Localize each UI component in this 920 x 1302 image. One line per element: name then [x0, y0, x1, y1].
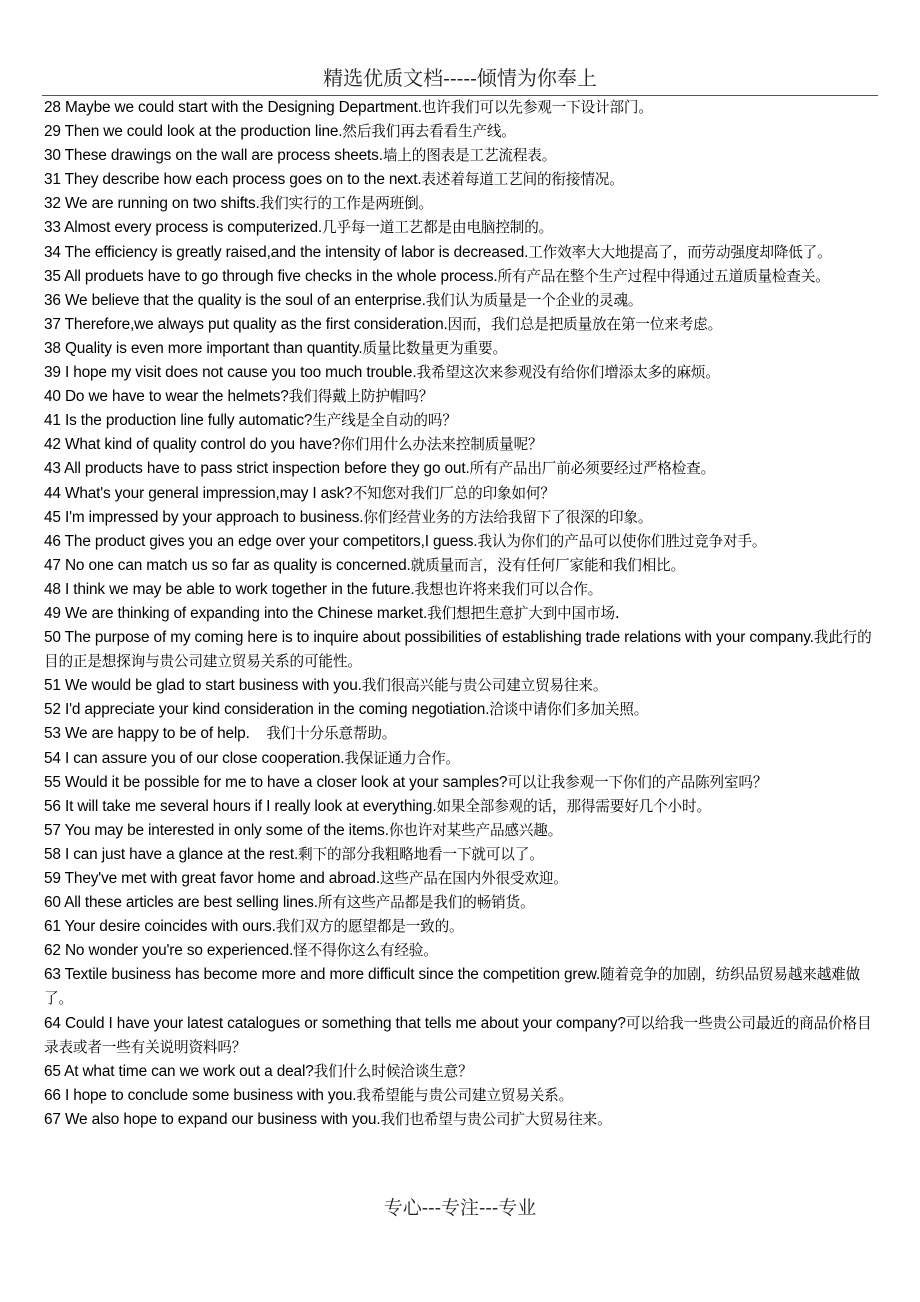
sentence-chinese: 也许我们可以先参观一下设计部门。	[421, 99, 653, 116]
sentence-line	[44, 168, 880, 192]
sentence-english: 55 Would it be possible for me to have a closer look at your samples?	[44, 773, 508, 791]
sentence-line	[44, 96, 880, 120]
sentence-line	[44, 265, 880, 289]
sentence-line	[44, 433, 880, 457]
sentence-english: 46 The product gives you an edge over your competitors,I guess.	[44, 532, 478, 550]
sentence-chinese: 我此行的目的正是想探询与贵公司建立贸易关系的可能性。	[44, 629, 872, 671]
sentence-chinese: 我希望这次来参观没有给你们增添太多的麻烦。	[416, 364, 720, 382]
sentence-english: 35 All produets have to go through five checks in the whole process.	[44, 267, 498, 285]
sentence-line	[44, 1012, 880, 1060]
sentence-english: 31 They describe how each process goes on to the next.	[44, 171, 422, 189]
sentence-line	[44, 795, 880, 819]
sentence-chinese: 墙上的图表是工艺流程表。	[382, 147, 557, 165]
sentence-line	[44, 698, 880, 722]
sentence-english: 67 We also hope to expand our business with you.	[44, 1110, 381, 1128]
sentence-line	[44, 602, 880, 626]
sentence-english: 66 I hope to conclude some business with you.	[44, 1086, 357, 1104]
sentence-english: 41 Is the production line fully automatic?	[44, 412, 313, 430]
sentence-english: 45 I'm impressed by your approach to business.	[44, 508, 364, 526]
sentence-english: 43 All products have to pass strict inspection before they go out.	[44, 460, 470, 478]
sentence-chinese: 所有产品出厂前必须要经过严格检查。	[469, 460, 716, 478]
sentence-line	[44, 674, 880, 698]
sentence-line	[44, 1108, 880, 1132]
sentence-english: 56 It will take me several hours if I really look at everything.	[44, 797, 437, 815]
sentence-chinese: 可以让我参观一下你们的产品陈列室吗？	[507, 773, 768, 791]
sentence-line	[44, 457, 880, 481]
sentence-line	[44, 1084, 880, 1108]
sentence-chinese: 如果全部参观的话，那得需要好几个小时。	[436, 797, 711, 815]
sentence-line	[44, 337, 880, 361]
sentence-english: 61 Your desire coincides with ours.	[44, 918, 276, 936]
sentence-english: 52 I'd appreciate your kind consideration in the coming negotiation.	[44, 701, 490, 719]
sentence-chinese: 你们经营业务的方法给我留下了很深的印象。	[363, 508, 653, 526]
sentence-english: 29 Then we could look at the production line.	[44, 123, 343, 141]
sentence-line	[44, 771, 880, 795]
sentence-chinese: 你也许对某些产品感兴趣。	[388, 821, 563, 839]
sentence-line	[44, 241, 880, 265]
sentence-chinese: 随着竞争的加剧，纺织品贸易越来越难做了。	[44, 966, 861, 1008]
sentence-line	[44, 1060, 880, 1084]
sentence-chinese: 我想也许将来我们可以合作。	[414, 580, 603, 598]
sentence-english: 47 No one can match us so far as quality is concerned.	[44, 556, 411, 574]
sentence-chinese: 我们很高兴能与贵公司建立贸易往来。	[361, 677, 608, 695]
sentence-line	[44, 747, 880, 771]
sentence-chinese: 我们实行的工作是两班倒。	[259, 195, 433, 213]
sentence-line	[44, 313, 880, 337]
sentence-line	[44, 506, 880, 530]
sentence-line	[44, 482, 880, 506]
sentence-chinese: 我们十分乐意帮助。	[266, 725, 397, 743]
sentence-english: 39 I hope my visit does not cause you too much trouble.	[44, 364, 417, 382]
sentence-line	[44, 216, 880, 240]
sentence-english: 60 All these articles are best selling lines.	[44, 894, 318, 912]
sentence-line	[44, 819, 880, 843]
sentence-english: 40 Do we have to wear the helmets?	[44, 388, 289, 406]
sentence-english: 49 We are thinking of expanding into the Chinese market.	[44, 604, 428, 622]
sentence-chinese: 怪不得你这么有经验。	[293, 942, 438, 960]
sentence-chinese: 我们也希望与贵公司扩大贸易往来。	[380, 1110, 612, 1128]
sentence-chinese: 表述着每道工艺间的衔接情况。	[421, 171, 624, 189]
sentence-line	[44, 144, 880, 168]
sentence-line	[44, 409, 880, 433]
sentence-english: 59 They've met with great favor home and abroad.	[44, 870, 380, 887]
sentence-line	[44, 843, 880, 867]
sentence-line	[44, 385, 880, 409]
sentence-line	[44, 963, 880, 1011]
sentence-chinese: 这些产品在国内外很受欢迎。	[379, 870, 568, 887]
sentence-chinese: 我认为你们的产品可以使你们胜过竞争对手。	[477, 532, 767, 550]
sentence-english: 65 At what time can we work out a deal?	[44, 1062, 314, 1080]
sentence-line	[44, 915, 880, 939]
sentence-english: 57 You may be interested in only some of the items.	[44, 821, 389, 839]
sentence-english: 34 The efficiency is greatly raised,and the intensity of labor is decreased.	[44, 243, 529, 261]
sentence-line	[44, 554, 880, 578]
sentence-line	[44, 867, 880, 891]
sentence-line	[44, 891, 880, 915]
sentence-line	[44, 289, 880, 313]
sentence-chinese: 工作效率大大地提高了，而劳动强度却降低了。	[528, 243, 832, 261]
sentence-chinese: 我们认为质量是一个企业的灵魂。	[425, 291, 643, 309]
sentence-chinese: 因而，我们总是把质量放在第一位来考虑。	[447, 315, 723, 333]
sentence-english: 63 Textile business has become more and more difficult since the competition grew.	[44, 966, 601, 984]
sentence-chinese: 我们想把生意扩大到中国市场.	[427, 604, 620, 622]
sentence-chinese: 生产线是全自动的吗？	[312, 412, 457, 430]
sentence-line	[44, 626, 880, 674]
sentence-chinese: 质量比数量更为重要。	[362, 339, 507, 357]
sentence-line	[44, 192, 880, 216]
sentence-english: 37 Therefore,we always put quality as the first consideration.	[44, 315, 448, 333]
sentence-chinese: 我希望能与贵公司建立贸易关系。	[356, 1086, 574, 1104]
sentence-english: 36 We believe that the quality is the soul of an enterprise.	[44, 291, 426, 309]
sentence-english: 33 Almost every process is computerized.	[44, 219, 322, 237]
sentence-chinese: 然后我们再去看看生产线。	[342, 123, 516, 141]
page-header: 精选优质文档-----倾情为你奉上	[323, 66, 597, 90]
sentence-line	[44, 120, 880, 144]
sentence-chinese: 剩下的部分我粗略地看一下就可以了。	[298, 845, 544, 863]
sentence-line	[44, 530, 880, 554]
sentence-english: 58 I can just have a glance at the rest.	[44, 845, 299, 863]
sentence-line	[44, 361, 880, 385]
sentence-chinese: 几乎每一道工艺都是由电脑控制的。	[322, 219, 554, 237]
sentence-line	[44, 722, 880, 746]
sentence-english: 38 Quality is even more important than quantity.	[44, 339, 363, 357]
sentence-english: 48 I think we may be able to work together in the future.	[44, 580, 415, 598]
sentence-english: 62 No wonder you're so experienced.	[44, 942, 294, 960]
page-footer: 专心---专注---专业	[383, 1197, 537, 1219]
sentence-chinese: 我保证通力合作。	[344, 749, 460, 767]
sentence-english: 51 We would be glad to start business with you.	[44, 677, 362, 695]
sentence-chinese: 不知您对我们厂总的印象如何？	[352, 484, 555, 502]
sentence-chinese: 我们双方的愿望都是一致的。	[275, 918, 464, 936]
sentence-chinese: 可以给我一些贵公司最近的商品价格目录表或者一些有关说明资料吗？	[44, 1014, 872, 1056]
sentence-chinese: 你们用什么办法来控制质量呢？	[340, 436, 543, 454]
sentence-chinese: 我们什么时候洽谈生意？	[313, 1062, 473, 1080]
sentence-chinese: 所有这些产品都是我们的畅销货。	[317, 894, 535, 912]
sentence-english: 50 The purpose of my coming here is to inquire about possibilities of establishing trade relations with your company.	[44, 629, 814, 647]
sentence-english: 30 These drawings on the wall are process sheets.	[44, 147, 383, 165]
sentence-english: 53 We are happy to be of help.	[44, 725, 267, 743]
sentence-line	[44, 578, 880, 602]
sentence-chinese: 我们得戴上防护帽吗？	[288, 388, 434, 406]
sentence-english: 42 What kind of quality control do you have?	[44, 436, 341, 454]
sentence-english: 32 We are running on two shifts.	[44, 195, 260, 213]
sentence-english: 44 What's your general impression,may I ask?	[44, 484, 353, 502]
sentence-english: 54 I can assure you of our close cooperation.	[44, 749, 345, 767]
sentence-chinese: 所有产品在整个生产过程中得通过五道质量检查关。	[497, 267, 830, 285]
sentence-english: 28 Maybe we could start with the Designing Department.	[44, 99, 422, 116]
sentence-chinese: 洽谈中请你们多加关照。	[489, 701, 649, 719]
sentence-line	[44, 939, 880, 963]
sentence-list	[44, 96, 880, 1132]
sentence-chinese: 就质量而言，没有任何厂家能和我们相比。	[410, 556, 686, 574]
sentence-english: 64 Could I have your latest catalogues or something that tells me about your company?	[44, 1014, 626, 1032]
